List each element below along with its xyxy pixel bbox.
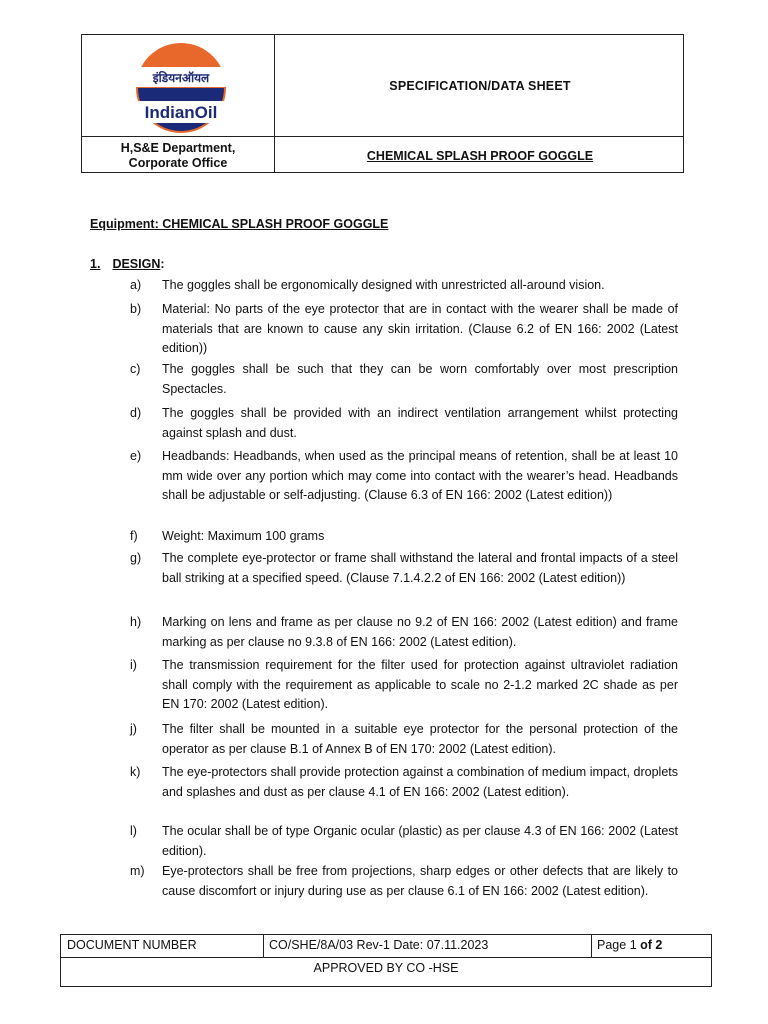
list-item-label: j) <box>130 722 137 736</box>
list-item <box>130 404 678 443</box>
footer-table <box>60 934 712 987</box>
list-item-text: Weight: Maximum 100 grams <box>162 529 325 543</box>
doc-subject: CHEMICAL SPLASH PROOF GOGGLE <box>366 148 594 163</box>
list-item-text: Headbands: Headbands, when used as the principal means of retention, shall be at least 10 mm wide over any portion which may come into contact with the wearer’s head. Headbands shall be adjustable or self-adjusting. (Clause 6.3 of EN 166: 2002 (Latest edition)) <box>162 449 678 503</box>
list-item-text: The eye-protectors shall provide protection against a combination of medium impact, droplets and splashes and dust as per clause 4.1 of EN 166: 2002 (Latest edition). <box>162 765 678 799</box>
list-item <box>130 276 678 296</box>
page-current: 1 <box>629 938 637 952</box>
list-item-label: l) <box>130 824 137 838</box>
list-item-label: g) <box>130 551 142 565</box>
list-item <box>130 300 678 359</box>
list-item-text: The ocular shall be of type Organic ocular (plastic) as per clause 4.3 of EN 166: 2002 (Latest edition). <box>162 824 678 858</box>
list-item-label: b) <box>130 302 142 316</box>
list-item-label: h) <box>130 615 142 629</box>
section-title: DESIGN <box>112 257 161 271</box>
list-item-text: The transmission requirement for the filter used for protection against ultraviolet radiation shall comply with the requirement as applicable to scale no 2-1.2 marked 2C shade as per EN 170: 2002 (Latest edition). <box>162 658 678 712</box>
department-cell <box>82 137 274 174</box>
department-line2: Corporate Office <box>128 155 228 170</box>
list-item-label: k) <box>130 765 141 779</box>
list-item <box>130 549 678 588</box>
doc-number-label: DOCUMENT NUMBER <box>67 938 197 952</box>
header-table <box>81 34 684 173</box>
list-item-text: The complete eye-protector or frame shall withstand the lateral and frontal impacts of a steel ball striking at a specified speed. (Clause 7.1.4.2.2 of EN 166: 2002 (Latest edition)) <box>162 551 678 585</box>
list-item <box>130 720 678 759</box>
list-item-text: The goggles shall be ergonomically designed with unrestricted all-around vision. <box>162 278 605 292</box>
list-item-label: d) <box>130 406 142 420</box>
doc-type-title: SPECIFICATION/DATA SHEET <box>389 78 571 93</box>
page-total: 2 <box>655 938 663 952</box>
section-colon: : <box>160 257 165 271</box>
list-item <box>130 447 678 506</box>
footer-divider-vertical <box>591 935 592 957</box>
list-item-text: Eye-protectors shall be free from projections, sharp edges or other defects that are likely to cause discomfort or injury during use as per clause 6.1 of EN 166: 2002 (Latest edition). <box>162 864 678 898</box>
section-number: 1. <box>90 257 101 271</box>
approved-by: APPROVED BY CO -HSE <box>313 961 459 975</box>
list-item <box>130 822 678 861</box>
logo-brand-text: IndianOil <box>144 103 218 122</box>
page-indicator <box>597 938 662 952</box>
footer-divider-horizontal <box>61 957 711 958</box>
list-item <box>130 656 678 715</box>
list-item-label: e) <box>130 449 142 463</box>
page-of: of <box>640 938 652 952</box>
list-item <box>130 613 678 652</box>
list-item-text: The goggles shall be such that they can be worn comfortably over most prescription Spectacles. <box>162 362 678 396</box>
logo-hindi-text: इंडियनऑयल <box>152 71 210 85</box>
doc-number-value: CO/SHE/8A/03 Rev-1 Date: 07.11.2023 <box>269 938 489 952</box>
list-item-label: f) <box>130 529 138 543</box>
list-item-text: The filter shall be mounted in a suitable eye protector for the personal protection of the operator as per clause B.1 of Annex B of EN 170: 2002 (Latest edition). <box>162 722 678 756</box>
section-heading <box>90 257 165 271</box>
department-line1: H,S&E Department, <box>120 140 236 155</box>
indianoil-logo-icon <box>134 41 228 135</box>
list-item-label: m) <box>130 864 145 878</box>
list-item <box>130 763 678 802</box>
list-item-label: i) <box>130 658 137 672</box>
equipment-heading: Equipment: CHEMICAL SPLASH PROOF GOGGLE <box>90 217 389 231</box>
list-item-label: a) <box>130 278 142 292</box>
list-item <box>130 527 678 547</box>
list-item <box>130 360 678 399</box>
footer-divider-vertical <box>263 935 264 957</box>
page-word: Page <box>597 938 627 952</box>
list-item <box>130 862 678 901</box>
list-item-text: The goggles shall be provided with an indirect ventilation arrangement whilst protecting against splash and dust. <box>162 406 678 440</box>
list-item-text: Material: No parts of the eye protector that are in contact with the wearer shall be made of materials that are known to cause any skin irritation. (Clause 6.2 of EN 166: 2002 (Latest edition)) <box>162 302 678 356</box>
list-item-label: c) <box>130 362 141 376</box>
list-item-text: Marking on lens and frame as per clause no 9.2 of EN 166: 2002 (Latest edition) and frame marking as per clause no 9.3.8 of EN 166: 2002 (Latest edition). <box>162 615 678 649</box>
